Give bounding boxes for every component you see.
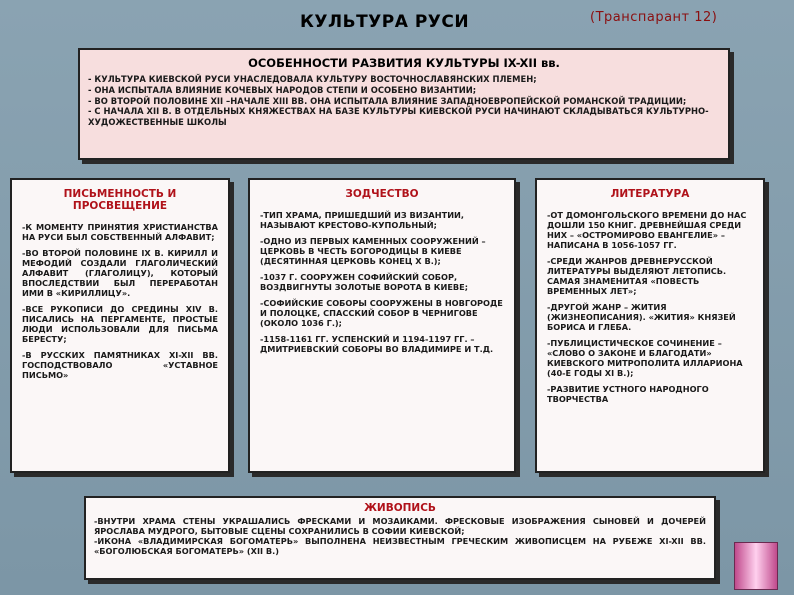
painting-text	[94, 516, 706, 556]
features-text	[88, 74, 720, 128]
literature-heading: ЛИТЕРАТУРА	[610, 188, 690, 200]
writing-item: -В РУССКИХ ПАМЯТНИКАХ XI-XII ВВ. ГОСПОДСТВОВАЛО «УСТАВНОЕ ПИСЬМО»	[22, 350, 218, 380]
painting-box	[84, 496, 716, 580]
literature-box	[535, 178, 765, 473]
writing-box	[10, 178, 230, 473]
features-heading: ОСОБЕННОСТИ РАЗВИТИЯ КУЛЬТУРЫ IX-XII вв.	[248, 56, 560, 70]
writing-item: -К МОМЕНТУ ПРИНЯТИЯ ХРИСТИАНСТВА НА РУСИ БЫЛ СОБСТВЕННЫЙ АЛФАВИТ;	[22, 222, 218, 242]
architecture-item: -СОФИЙСКИЕ СОБОРЫ СООРУЖЕНЫ В НОВГОРОДЕ И ПОЛОЦКЕ, СПАССКИЙ СОБОР В ЧЕРНИГОВЕ (ОКОЛО 1036 Г.);	[260, 298, 503, 328]
page-title: КУЛЬТУРА РУСИ	[300, 12, 470, 32]
architecture-item: -ТИП ХРАМА, ПРИШЕДШИЙ ИЗ ВИЗАНТИИ, НАЗЫВАЮТ КРЕСТОВО-КУПОЛЬНЫЙ;	[260, 210, 465, 230]
architecture-text	[260, 210, 504, 354]
decorative-gradient-block	[734, 542, 778, 590]
features-line: - КУЛЬТУРА КИЕВСКОЙ РУСИ УНАСЛЕДОВАЛА КУЛЬТУРУ ВОСТОЧНОСЛАВЯНСКИХ ПЛЕМЕН;	[88, 74, 537, 84]
writing-text	[22, 222, 218, 380]
features-line: - ВО ВТОРОЙ ПОЛОВИНЕ XII –НАЧАЛЕ XIII ВВ. ОНА ИСПЫТАЛА ВЛИЯНИЕ ЗАПАДНОЕВРОПЕЙСКОЙ РОМАНСКОЙ ТРАДИЦИИ;	[88, 95, 687, 106]
architecture-item: -ОДНО ИЗ ПЕРВЫХ КАМЕННЫХ СООРУЖЕНИЙ – ЦЕРКОВЬ В ЧЕСТЬ БОГОРОДИЦЫ В КИЕВЕ (ДЕСЯТИННАЯ ЦЕРКОВЬ КОНЕЦ X В.);	[260, 236, 486, 266]
features-line: - ОНА ИСПЫТАЛА ВЛИЯНИЕ КОЧЕВЫХ НАРОДОВ СТЕПИ И ОСОБЕНО ВИЗАНТИИ;	[88, 84, 477, 95]
writing-item: -ВО ВТОРОЙ ПОЛОВИНЕ IX В. КИРИЛЛ И МЕФОДИЙ СОЗДАЛИ ГЛАГОЛИЧЕСКИЙ АЛФАВИТ (ГЛАГОЛИЦУ), КОТОРЫЙ ВПОСЛЕДСТВИИ БЫЛ ПЕРЕРАБОТАН ИМИ В «КИРИЛЛИЦУ».	[22, 248, 218, 298]
writing-heading: ПИСЬМЕННОСТЬ И ПРОСВЕЩЕНИЕ	[63, 188, 177, 212]
literature-item: -РАЗВИТИЕ УСТНОГО НАРОДНОГО ТВОРЧЕСТВА	[547, 384, 709, 404]
writing-item: -ВСЕ РУКОПИСИ ДО СРЕДИНЫ XIV В. ПИСАЛИСЬ НА ПЕРГАМЕНТЕ, ПРОСТЫЕ ЛЮДИ ИСПОЛЬЗОВАЛИ ДЛЯ ПИСЬМА БЕРЕСТУ;	[22, 304, 218, 344]
features-box	[78, 48, 730, 160]
architecture-item: -1158-1161 ГГ. УСПЕНСКИЙ И 1194-1197 ГГ. – ДМИТРИЕВСКИЙ СОБОРЫ ВО ВЛАДИМИРЕ И Т.Д.	[260, 334, 494, 354]
transparency-label: (Транспарант 12)	[590, 10, 718, 25]
painting-heading: ЖИВОПИСЬ	[364, 502, 436, 514]
literature-item: -ПУБЛИЦИСТИЧЕСКОЕ СОЧИНЕНИЕ – «СЛОВО О ЗАКОНЕ И БЛАГОДАТИ» КИЕВСКОГО МИТРОПОЛИТА ИЛЛАРИОНА (40-Е ГОДЫ XI В.);	[547, 338, 743, 378]
literature-item: -ДРУГОЙ ЖАНР – ЖИТИЯ (ЖИЗНЕОПИСАНИЯ). «ЖИТИЯ» КНЯЗЕЙ БОРИСА И ГЛЕБА.	[547, 302, 736, 332]
literature-item: -СРЕДИ ЖАНРОВ ДРЕВНЕРУССКОЙ ЛИТЕРАТУРЫ ВЫДЕЛЯЮТ ЛЕТОПИСЬ. САМАЯ ЗНАМЕНИТАЯ «ПОВЕСТЬ ВРЕМЕННЫХ ЛЕТ»;	[547, 256, 727, 296]
features-line: - С НАЧАЛА XII В. В ОТДЕЛЬНЫХ КНЯЖЕСТВАХ НА БАЗЕ КУЛЬТУРЫ КИЕВСКОЙ РУСИ НАЧИНАЮТ СКЛАДЫВАТЬСЯ КУЛЬТУРНО-ХУДОЖЕСТВЕННЫЕ ШКОЛЫ	[88, 106, 709, 128]
painting-item: -ИКОНА «ВЛАДИМИРСКАЯ БОГОМАТЕРЬ» ВЫПОЛНЕНА НЕИЗВЕСТНЫМ ГРЕЧЕСКИМ ЖИВОПИСЦЕМ НА РУБЕЖЕ XI-XII ВВ. «БОГОЛЮБСКАЯ БОГОМАТЕРЬ» (XII В.)	[94, 536, 706, 556]
literature-text	[547, 210, 753, 404]
architecture-box	[248, 178, 516, 473]
architecture-heading: ЗОДЧЕСТВО	[345, 188, 419, 200]
architecture-item: -1037 Г. СООРУЖЕН СОФИЙСКИЙ СОБОР, ВОЗДВИГНУТЫ ЗОЛОТЫЕ ВОРОТА В КИЕВЕ;	[260, 272, 469, 292]
literature-item: -ОТ ДОМОНГОЛЬСКОГО ВРЕМЕНИ ДО НАС ДОШЛИ 150 КНИГ. ДРЕВНЕЙШАЯ СРЕДИ НИХ – «ОСТРОМИРОВО ЕВАНГЕЛИЕ» – НАПИСАНА В 1056-1057 ГГ.	[547, 210, 747, 250]
painting-item: -ВНУТРИ ХРАМА СТЕНЫ УКРАШАЛИСЬ ФРЕСКАМИ И МОЗАИКАМИ. ФРЕСКОВЫЕ ИЗОБРАЖЕНИЯ СЫНОВЕЙ И ДОЧЕРЕЙ ЯРОСЛАВА МУДРОГО, БЫТОВЫЕ СЦЕНЫ СОХРАНИЛИСЬ В СОФИИ КИЕВСКОЙ;	[94, 516, 706, 536]
